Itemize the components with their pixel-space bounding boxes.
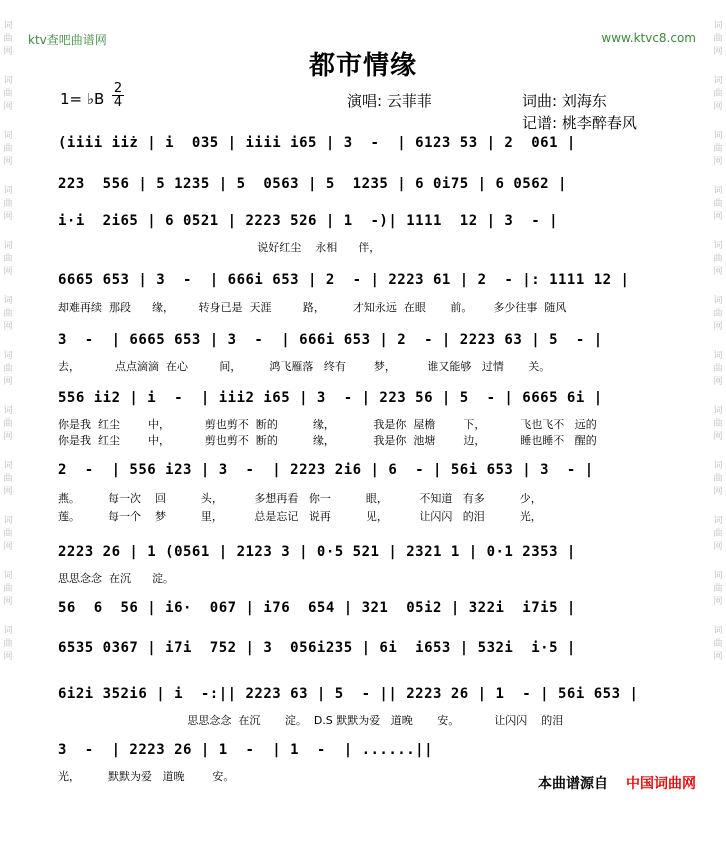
site-url-right[interactable]: www.ktvc8.com xyxy=(601,31,696,45)
watermark-text: 词 曲 网 xyxy=(3,186,13,222)
watermark-text: 词 曲 网 xyxy=(3,571,13,607)
lyric-line-alt: 莲。 每一个 梦 里， 总是忘记 说再 见， 让闪闪 的泪 光， xyxy=(58,510,542,523)
score-line: 6535 0367 | i7i 752 | 3 056i235 | 6i i653 | 532i i·5 | xyxy=(58,640,576,656)
site-name-left[interactable]: ktv查吧曲谱网 xyxy=(28,33,107,47)
lyric-line: 思思念念 在沉 淀。 xyxy=(58,572,174,585)
watermark-text: 词 曲 网 xyxy=(713,406,723,442)
watermark-text: 词 曲 网 xyxy=(3,461,13,497)
score-line: 6665 653 | 3 - | 666i 653 | 2 - | 2223 61 | 2 - |: 1111 12 | xyxy=(58,272,630,288)
watermark-left xyxy=(2,20,14,850)
watermark-text: 词 曲 网 xyxy=(3,296,13,332)
watermark-text: 词 曲 网 xyxy=(3,131,13,167)
score-line: 6i2i 352i6 | i -:|| 2223 63 | 5 - || 2223 26 | 1 - | 56i 653 | xyxy=(58,686,639,702)
score-line: 3 - | 2223 26 | 1 - | 1 - | ......|| xyxy=(58,742,434,758)
watermark-text: 词 曲 网 xyxy=(3,351,13,387)
watermark-text: 词 曲 网 xyxy=(3,76,13,112)
watermark-text: 词 曲 网 xyxy=(3,406,13,442)
watermark-text: 词 曲 网 xyxy=(713,351,723,387)
score-line: (iiii iiż | i 035 | iiii i65 | 3 - | 6123 53 | 2 061 | xyxy=(58,135,576,151)
score-line: 3 - | 6665 653 | 3 - | 666i 653 | 2 - | 2223 63 | 5 - | xyxy=(58,332,603,348)
watermark-text: 词 曲 网 xyxy=(3,21,13,57)
song-title: 都市情缘 xyxy=(308,51,417,81)
transcriber-credit: 记谱: 桃李醉春风 xyxy=(522,114,637,132)
watermark-text: 词 曲 网 xyxy=(713,626,723,662)
watermark-text: 词 曲 网 xyxy=(713,296,723,332)
composer-credit: 词曲: 刘海东 xyxy=(522,92,607,110)
source-label: 本曲谱源自 xyxy=(538,776,608,792)
watermark-text: 词 曲 网 xyxy=(713,21,723,57)
watermark-text: 词 曲 网 xyxy=(713,186,723,222)
lyric-line: 燕。 每一次 回 头， 多想再看 你一 眼， 不知道 有多 少， xyxy=(58,492,542,505)
source-site-link[interactable]: 中国词曲网 xyxy=(626,776,696,792)
lyric-line: 你是我 红尘 中， 剪也剪不 断的 缘， 我是你 屋檐 下， 飞也飞不 远的 xyxy=(58,418,597,431)
lyric-line: 说好红尘 永相 伴， xyxy=(58,241,381,254)
watermark-text: 词 曲 网 xyxy=(713,241,723,277)
score-line: i·i 2i65 | 6 0521 | 2223 526 | 1 -)| 1111 12 | 3 - | xyxy=(58,213,559,229)
watermark-text: 词 曲 网 xyxy=(713,516,723,552)
score-line: 556 ii2 | i - | iii2 i65 | 3 - | 223 56 | 5 - | 6665 6i | xyxy=(58,390,603,406)
time-signature-bottom: 4 xyxy=(113,95,123,110)
score-line: 2 - | 556 i23 | 3 - | 2223 2i6 | 6 - | 56i 653 | 3 - | xyxy=(58,462,594,478)
singer-credit: 演唱: 云菲菲 xyxy=(347,92,432,110)
score-line: 56 6 56 | i6· 067 | i76 654 | 321 05i2 | 322i i7i5 | xyxy=(58,600,576,616)
watermark-right xyxy=(712,20,724,850)
watermark-text: 词 曲 网 xyxy=(713,76,723,112)
watermark-text: 词 曲 网 xyxy=(713,571,723,607)
watermark-text: 词 曲 网 xyxy=(713,461,723,497)
time-signature xyxy=(112,82,124,109)
lyric-line: 却难再续 那段 缘， 转身已是 天涯 路， 才知永远 在眼 前。 多少往事 随风 xyxy=(58,301,567,314)
score-line: 223 556 | 5 1235 | 5 0563 | 5 1235 | 6 0i75 | 6 0562 | xyxy=(58,176,567,192)
time-signature-top: 2 xyxy=(113,81,123,96)
lyric-line: 去， 点点滴滴 在心 间， 鸿飞雁落 终有 梦， 谁又能够 过情 关。 xyxy=(58,360,551,373)
watermark-text: 词 曲 网 xyxy=(3,241,13,277)
key-signature: 1= ♭B xyxy=(60,90,105,108)
watermark-text: 词 曲 网 xyxy=(3,626,13,662)
lyric-line: 光， 默默为爱 道晚 安。 xyxy=(58,770,235,783)
lyric-line-alt: 你是我 红尘 中， 剪也剪不 断的 缘， 我是你 池塘 边， 睡也睡不 醒的 xyxy=(58,434,597,447)
score-line: 2223 26 | 1 (0561 | 2123 3 | 0·5 521 | 2321 1 | 0·1 2353 | xyxy=(58,544,576,560)
watermark-text: 词 曲 网 xyxy=(3,516,13,552)
lyric-line: 思思念念 在沉 淀。 D.S 默默为爱 道晚 安。 让闪闪 的泪 xyxy=(58,714,564,727)
watermark-text: 词 曲 网 xyxy=(713,131,723,167)
